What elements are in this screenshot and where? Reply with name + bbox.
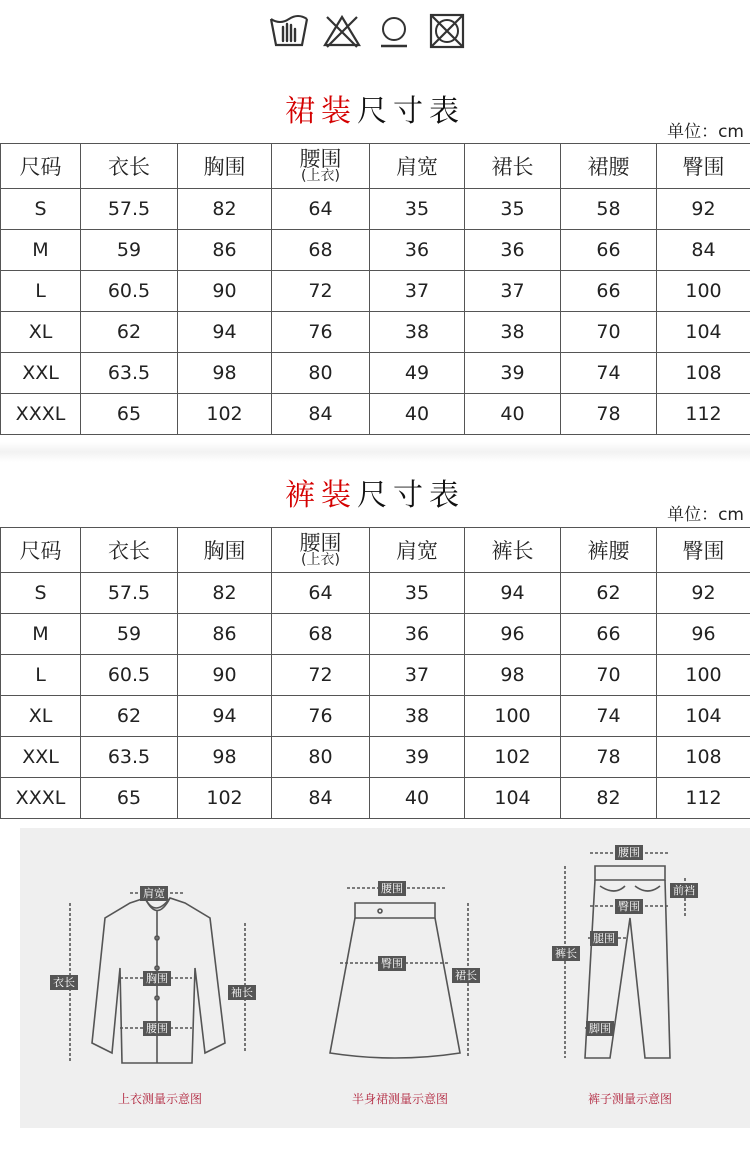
- table-cell: L: [1, 655, 81, 696]
- pants-header-cell: 衣长: [81, 528, 178, 573]
- table-cell: 82: [178, 189, 272, 230]
- skirt-header-cell: 胸围: [178, 144, 272, 189]
- table-cell: 38: [370, 312, 465, 353]
- skirt-header-cell: 肩宽: [370, 144, 465, 189]
- table-cell: 72: [272, 655, 370, 696]
- pants-rise-label: 前裆: [670, 883, 698, 898]
- table-cell: 40: [370, 778, 465, 819]
- pants-header-cell: 胸围: [178, 528, 272, 573]
- pants-waist-header: 腰围: [299, 531, 342, 555]
- skirt-header-cell: 衣长: [81, 144, 178, 189]
- table-cell: 108: [657, 737, 750, 778]
- table-cell: 102: [178, 394, 272, 435]
- skirt-header-cell: 裙长: [465, 144, 561, 189]
- table-cell: XL: [1, 312, 81, 353]
- table-cell: 80: [272, 737, 370, 778]
- table-cell: 62: [561, 573, 657, 614]
- pants-caption: 裤子测量示意图: [587, 1092, 672, 1106]
- table-cell: 102: [465, 737, 561, 778]
- table-cell: 104: [657, 696, 750, 737]
- table-row: [1, 696, 750, 737]
- pants-waist-label: 腰围: [615, 845, 643, 860]
- table-cell: 74: [561, 353, 657, 394]
- table-row: [1, 353, 750, 394]
- table-cell: 58: [561, 189, 657, 230]
- table-cell: 98: [178, 353, 272, 394]
- pants-length-label: 裤长: [552, 946, 580, 961]
- skirt-table-header-row: [1, 144, 750, 189]
- table-cell: 39: [465, 353, 561, 394]
- skirt-size-title: [0, 86, 750, 130]
- table-cell: XXXL: [1, 778, 81, 819]
- pants-header-cell: 裤腰: [561, 528, 657, 573]
- table-cell: 35: [370, 189, 465, 230]
- pants-header-cell: 尺码: [1, 528, 81, 573]
- shirt-chest-label: 胸围: [143, 971, 171, 986]
- table-cell: 39: [370, 737, 465, 778]
- iron-icon: [373, 11, 415, 51]
- table-cell: 49: [370, 353, 465, 394]
- table-cell: M: [1, 614, 81, 655]
- pants-hem-label: 脚围: [586, 1021, 614, 1036]
- table-cell: 64: [272, 189, 370, 230]
- skirt-title-red: 裙装: [285, 94, 357, 129]
- hand-wash-icon: [268, 11, 310, 51]
- table-cell: 68: [272, 230, 370, 271]
- skirt-header-cell: [272, 144, 370, 189]
- table-cell: 98: [178, 737, 272, 778]
- table-cell: 78: [561, 394, 657, 435]
- table-cell: 70: [561, 655, 657, 696]
- pants-hip-label: 臀围: [615, 899, 643, 914]
- table-cell: 66: [561, 230, 657, 271]
- pants-header-cell: [272, 528, 370, 573]
- table-row: [1, 189, 750, 230]
- pants-unit-label: 单位：cm: [667, 505, 744, 525]
- no-bleach-icon: [321, 11, 363, 51]
- table-cell: 82: [178, 573, 272, 614]
- table-cell: M: [1, 230, 81, 271]
- table-cell: 112: [657, 778, 750, 819]
- table-cell: 98: [465, 655, 561, 696]
- table-cell: 35: [465, 189, 561, 230]
- table-cell: 68: [272, 614, 370, 655]
- table-cell: 40: [465, 394, 561, 435]
- table-cell: 36: [370, 230, 465, 271]
- table-cell: 65: [81, 394, 178, 435]
- table-cell: 94: [465, 573, 561, 614]
- skirt-diagram: [330, 888, 468, 1058]
- pants-header-cell: 裤长: [465, 528, 561, 573]
- table-cell: 37: [465, 271, 561, 312]
- table-cell: 102: [178, 778, 272, 819]
- table-cell: 62: [81, 696, 178, 737]
- table-cell: 60.5: [81, 655, 178, 696]
- table-cell: 90: [178, 655, 272, 696]
- table-cell: S: [1, 573, 81, 614]
- pants-thigh-label: 腿围: [590, 931, 618, 946]
- table-cell: S: [1, 189, 81, 230]
- table-cell: 84: [657, 230, 750, 271]
- table-cell: 82: [561, 778, 657, 819]
- pants-title-black: 尺寸表: [357, 478, 465, 513]
- table-cell: 63.5: [81, 353, 178, 394]
- shirt-sleeve-label: 袖长: [228, 985, 256, 1000]
- table-cell: 70: [561, 312, 657, 353]
- table-cell: 64: [272, 573, 370, 614]
- pants-diagram: [565, 853, 685, 1058]
- table-cell: 36: [465, 230, 561, 271]
- pants-header-cell: 臀围: [657, 528, 750, 573]
- table-cell: XXXL: [1, 394, 81, 435]
- table-cell: 62: [81, 312, 178, 353]
- table-cell: 86: [178, 230, 272, 271]
- table-cell: 59: [81, 230, 178, 271]
- table-cell: 35: [370, 573, 465, 614]
- table-row: [1, 573, 750, 614]
- pants-title-red: 裤装: [285, 478, 357, 513]
- table-cell: XL: [1, 696, 81, 737]
- skirt-header-cell: 臀围: [657, 144, 750, 189]
- table-cell: 104: [465, 778, 561, 819]
- table-row: [1, 737, 750, 778]
- shirt-length-label: 衣长: [50, 975, 78, 990]
- table-cell: 76: [272, 696, 370, 737]
- table-cell: 37: [370, 271, 465, 312]
- skirt-unit-label: 单位：cm: [667, 122, 744, 142]
- no-tumble-dry-icon: [426, 11, 468, 51]
- shirt-shoulder-label: 肩宽: [140, 886, 168, 901]
- pants-size-title: [0, 470, 750, 514]
- skirt-title-black: 尺寸表: [357, 94, 465, 129]
- table-cell: 63.5: [81, 737, 178, 778]
- table-row: [1, 778, 750, 819]
- table-cell: 84: [272, 394, 370, 435]
- table-cell: 57.5: [81, 573, 178, 614]
- skirt-length-label: 裙长: [452, 968, 480, 983]
- table-cell: 59: [81, 614, 178, 655]
- table-cell: 92: [657, 573, 750, 614]
- table-cell: 94: [178, 312, 272, 353]
- table-cell: 94: [178, 696, 272, 737]
- table-cell: 84: [272, 778, 370, 819]
- table-cell: 78: [561, 737, 657, 778]
- table-cell: 36: [370, 614, 465, 655]
- pants-waist-sub-header: (上衣): [301, 552, 340, 568]
- skirt-header-cell: 裙腰: [561, 144, 657, 189]
- table-row: [1, 312, 750, 353]
- table-cell: L: [1, 271, 81, 312]
- section-divider: [0, 442, 750, 462]
- skirt-waist-label: 腰围: [378, 881, 406, 896]
- table-row: [1, 614, 750, 655]
- skirt-header-cell: 尺码: [1, 144, 81, 189]
- table-cell: 74: [561, 696, 657, 737]
- table-cell: 104: [657, 312, 750, 353]
- pants-size-table: [0, 527, 750, 819]
- pants-header-cell: 肩宽: [370, 528, 465, 573]
- table-cell: 65: [81, 778, 178, 819]
- table-cell: 38: [370, 696, 465, 737]
- table-cell: 76: [272, 312, 370, 353]
- table-cell: 80: [272, 353, 370, 394]
- table-cell: 100: [657, 655, 750, 696]
- table-cell: 37: [370, 655, 465, 696]
- diagram-drawings: [20, 828, 750, 1128]
- table-cell: XXL: [1, 353, 81, 394]
- skirt-hip-label: 臀围: [378, 956, 406, 971]
- table-cell: 66: [561, 271, 657, 312]
- skirt-waist-sub-header: (上衣): [301, 168, 340, 184]
- table-cell: 92: [657, 189, 750, 230]
- table-cell: 38: [465, 312, 561, 353]
- table-cell: 100: [657, 271, 750, 312]
- table-cell: 40: [370, 394, 465, 435]
- table-cell: 96: [465, 614, 561, 655]
- pants-table-header-row: [1, 528, 750, 573]
- table-cell: 86: [178, 614, 272, 655]
- skirt-size-table: [0, 143, 750, 435]
- table-cell: 108: [657, 353, 750, 394]
- measurement-diagrams: [20, 828, 750, 1128]
- table-row: [1, 655, 750, 696]
- table-row: [1, 271, 750, 312]
- table-row: [1, 394, 750, 435]
- skirt-caption: 半身裙测量示意图: [351, 1092, 448, 1106]
- table-cell: 66: [561, 614, 657, 655]
- shirt-caption: 上衣测量示意图: [117, 1092, 202, 1106]
- table-cell: 60.5: [81, 271, 178, 312]
- table-cell: 100: [465, 696, 561, 737]
- table-cell: 112: [657, 394, 750, 435]
- skirt-waist-header: 腰围: [299, 147, 342, 171]
- table-cell: 90: [178, 271, 272, 312]
- table-row: [1, 230, 750, 271]
- table-cell: XXL: [1, 737, 81, 778]
- shirt-waist-label: 腰围: [143, 1021, 171, 1036]
- table-cell: 96: [657, 614, 750, 655]
- care-icons: [268, 10, 468, 52]
- table-cell: 57.5: [81, 189, 178, 230]
- table-cell: 72: [272, 271, 370, 312]
